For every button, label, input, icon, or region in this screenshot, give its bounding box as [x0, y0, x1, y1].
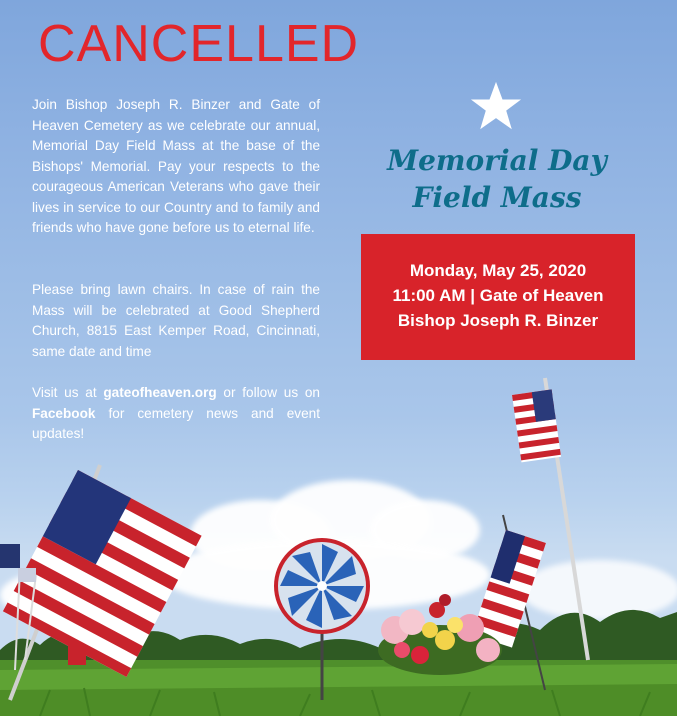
rain-paragraph: Please bring lawn chairs. In case of rain the Mass will be celebrated at Good Shepherd Church, 8815 East Kemper Road, Cincinnati, same date and time [32, 282, 320, 359]
follow-text: or follow us on [216, 385, 320, 400]
cancelled-banner: CANCELLED [38, 15, 360, 73]
follow-text: Visit us at [32, 385, 104, 400]
follow-paragraph [32, 383, 320, 445]
grass [0, 660, 677, 716]
event-title [362, 142, 632, 216]
intro-paragraph: Join Bishop Joseph R. Binzer and Gate of Heaven Cemetery as we celebrate our annual, Memorial Day Field Mass at the base of the Bishops' Memorial. Pay your respects to the courageous American Veterans who gave their lives in service to our Country and to family and friends who have gone before us to eternal life. [32, 97, 320, 235]
event-time-place: 11:00 AM | Gate of Heaven [392, 286, 604, 305]
event-title-line2: Field Mass [412, 181, 582, 214]
follow-text: for cemetery news and event updates! [32, 405, 320, 441]
event-celebrant: Bishop Joseph R. Binzer [397, 311, 599, 330]
event-date: Monday, May 25, 2020 [409, 261, 587, 280]
website-link[interactable]: gateofheaven.org [103, 385, 217, 400]
facebook-link[interactable]: Facebook [32, 405, 96, 421]
event-title-line1: Memorial Day [387, 144, 607, 177]
star-icon [466, 80, 526, 132]
event-info-box [361, 234, 635, 360]
